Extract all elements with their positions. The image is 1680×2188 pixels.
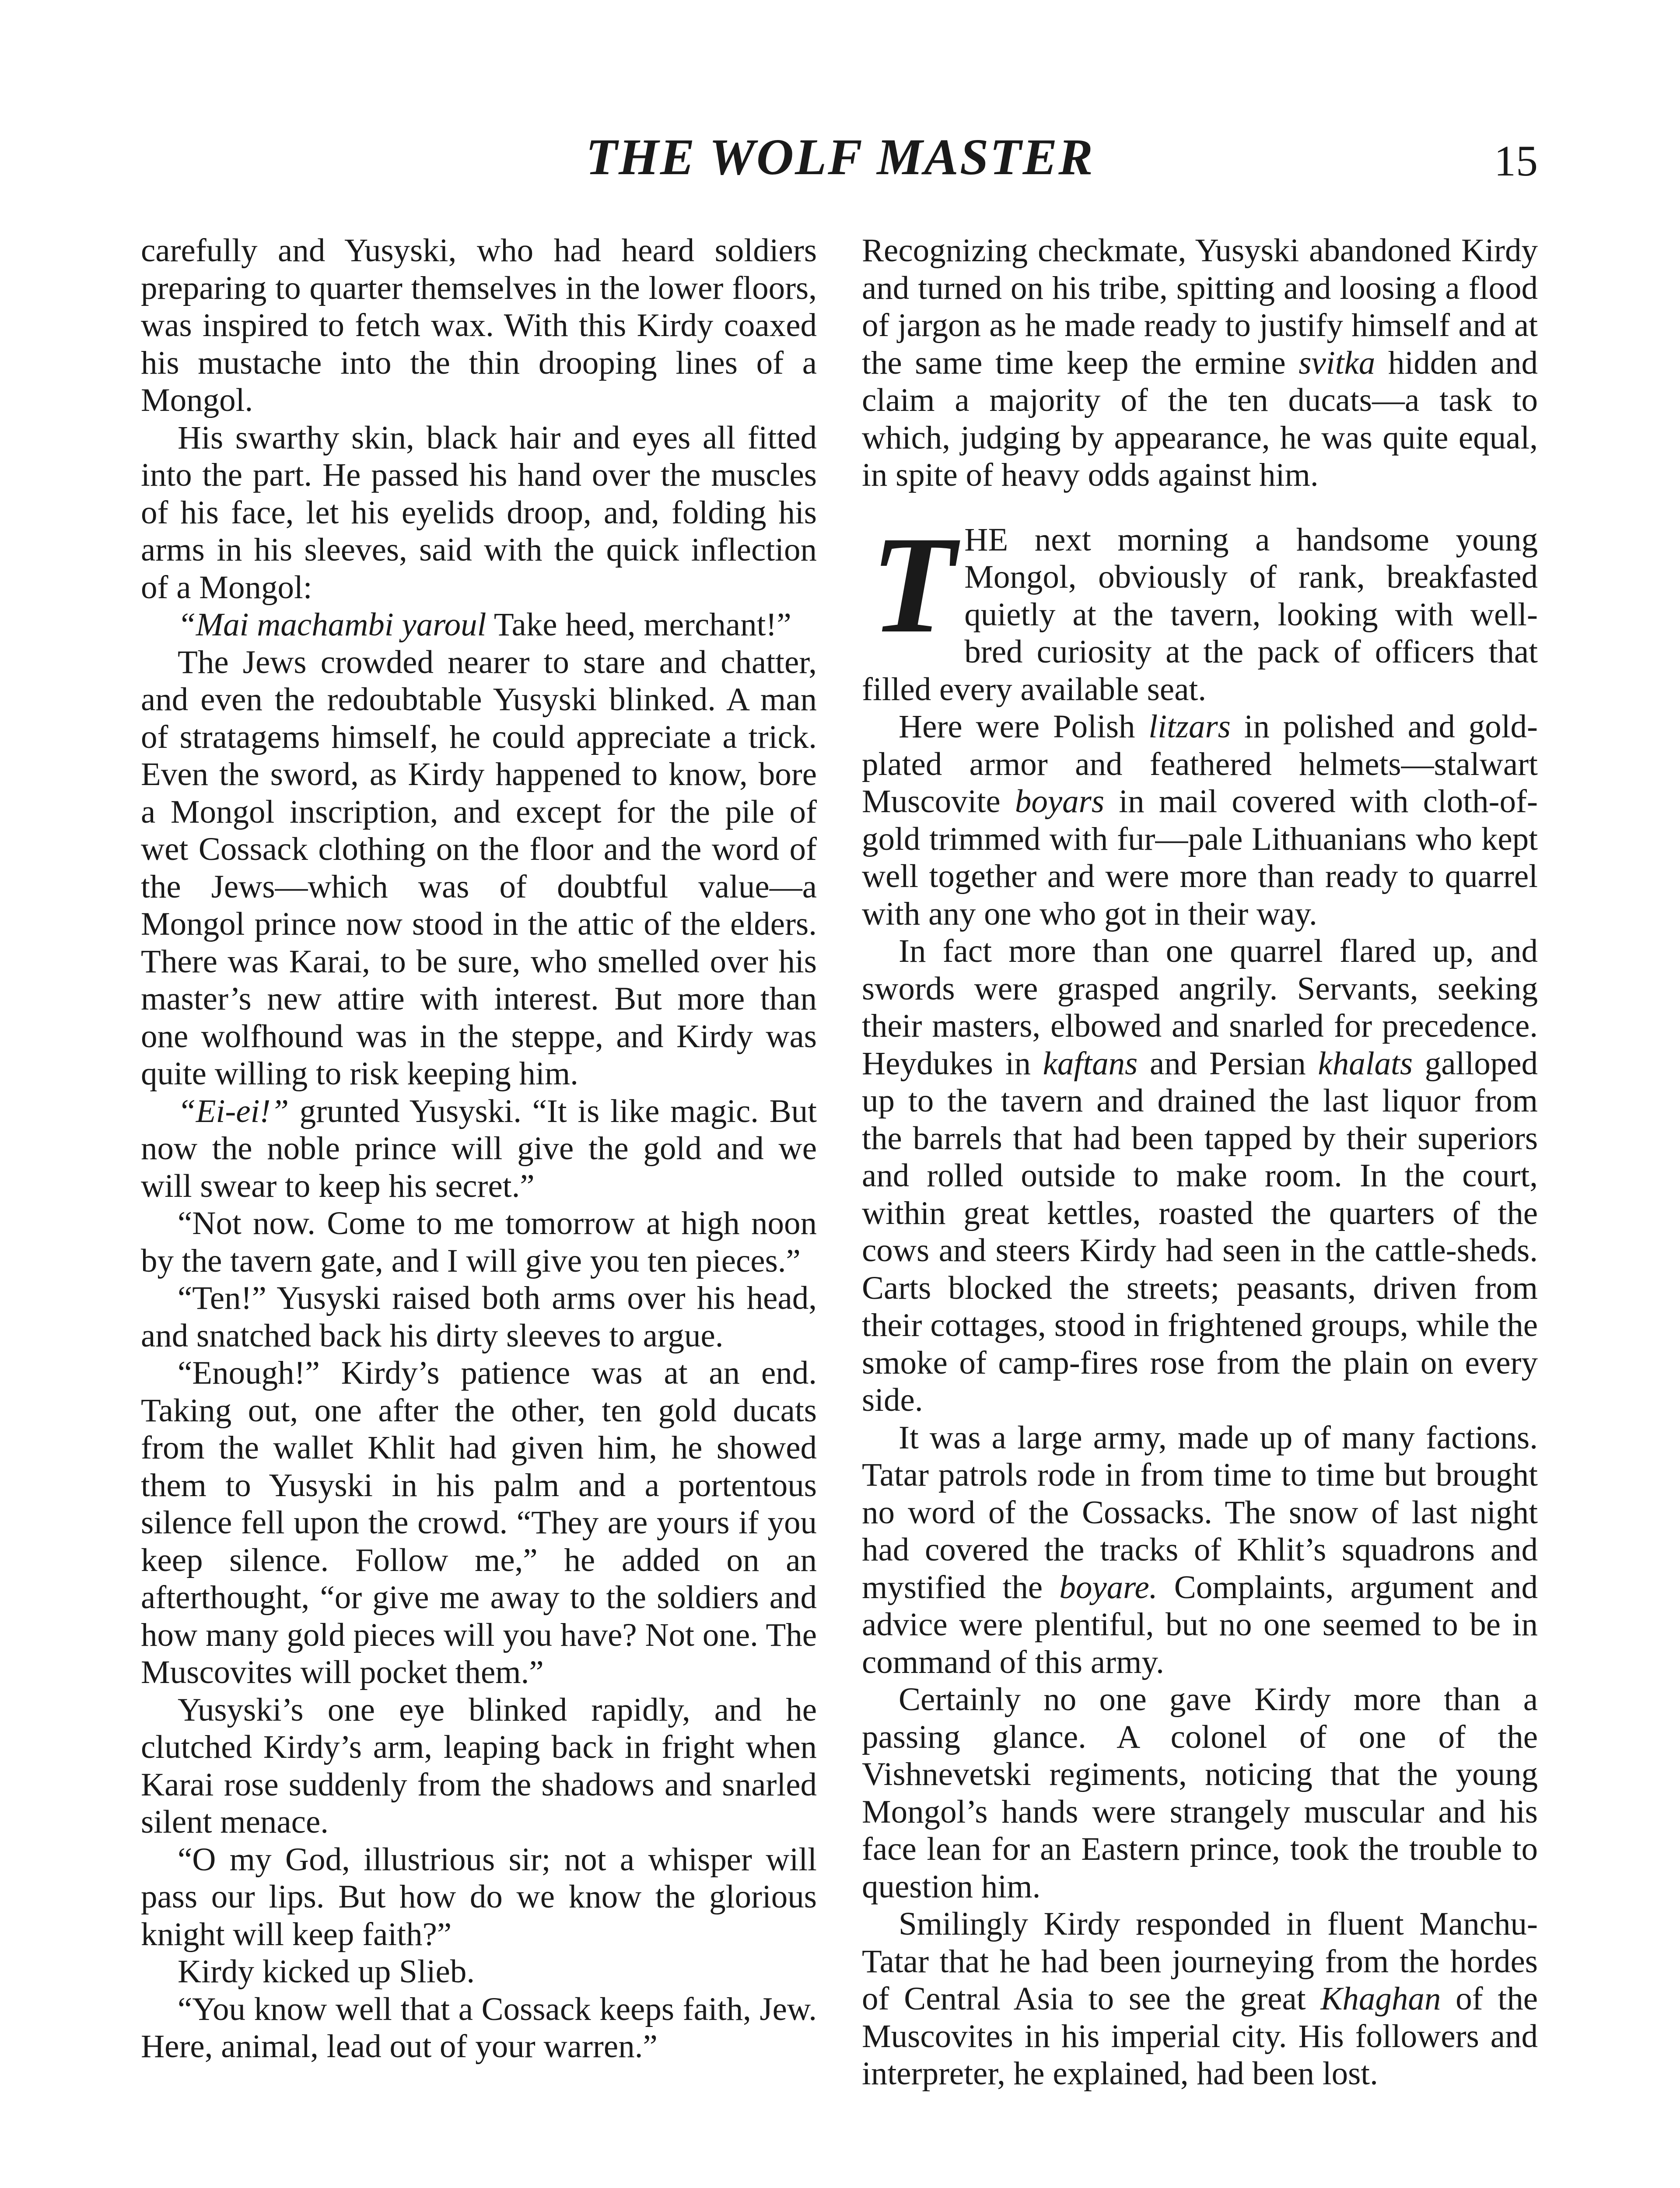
paragraph — [862, 708, 1538, 933]
paragraph-text: Take heed, merchant!” — [486, 607, 791, 643]
paragraph — [862, 1905, 1538, 2093]
paragraph-text: and Persian — [1138, 1045, 1318, 1082]
paragraph: “O my God, illustrious sir; not a whisper will pass our lips. But how do we know the glorious knight will keep faith?” — [141, 1841, 817, 1953]
italic-text: khalats — [1318, 1045, 1413, 1082]
section-opening-paragraph — [862, 507, 1538, 708]
paragraph-text: in mail covered with cloth-of-gold trimmed with fur—pale Lithuanians who kept well together and were more than ready to quarrel with any one who got in their way. — [862, 783, 1538, 932]
paragraph: “You know well that a Cossack keeps faith, Jew. Here, animal, lead out of your warren.” — [141, 1991, 817, 2065]
paragraph: “Ten!” Yusyski raised both arms over his head, and snatched back his dirty sleeves to argue. — [141, 1280, 817, 1354]
page-title: THE WOLF MASTER — [586, 128, 1094, 186]
paragraph: His swarthy skin, black hair and eyes all fitted into the part. He passed his hand over the muscles of his face, let his eyelids droop, and, folding his arms in his sleeves, said with the quick inflection of a Mongol: — [141, 419, 817, 606]
italic-text: svitka — [1298, 344, 1376, 381]
paragraph: “Not now. Come to me tomorrow at high noon by the tavern gate, and I will give you ten pieces.” — [141, 1205, 817, 1279]
paragraph-text: of the Muscovites in his imperial city. His followers and interpreter, he explained, had been lost. — [862, 1981, 1538, 2092]
paragraph: Certainly no one gave Kirdy more than a passing glance. A colonel of one of the Vishnevetski regiments, noticing that the young Mongol’s hands were strangely muscular and his face lean for an Eastern prince, took the trouble to question him. — [862, 1681, 1538, 1905]
paragraph: The Jews crowded nearer to stare and chatter, and even the redoubtable Yusyski blinked. A man of stratagems himself, he could appreciate a trick. Even the sword, as Kirdy happened to know, bore a Mongol inscription, and except for the pile of wet Cossack clothing on the floor and the word of the Jews—which was of doubtful value—a Mongol prince now stood in the attic of the elders. There was Karai, to be sure, who smelled over his master’s new attire with interest. But more than one wolfhound was in the steppe, and Kirdy was quite willing to risk keeping him. — [141, 644, 817, 1092]
paragraph: Yusyski’s one eye blinked rapidly, and he clutched Kirdy’s arm, leaping back in fright when Karai rose suddenly from the shadows and snarled silent menace. — [141, 1691, 817, 1840]
paragraph: Kirdy kicked up Slieb. — [178, 1953, 475, 1990]
paragraph — [862, 1419, 1538, 1681]
italic-text: boyare. — [1059, 1569, 1158, 1606]
lead-in: HE — [964, 521, 1008, 558]
italic-text: Khaghan — [1320, 1981, 1441, 2017]
paragraph-text: In fact more than one quarrel flared up, and swords were grasped angrily. Servants, seeking their masters, elbowed and snarled for precedence. Heydukes in — [862, 933, 1538, 1082]
paragraph — [141, 1093, 817, 1205]
paragraph: carefully and Yusyski, who had heard soldiers preparing to quarter themselves in the lower floors, was inspired to fetch wax. With this Kirdy coaxed his mustache into the thin drooping lines of a Mongol. — [141, 232, 817, 418]
italic-text: boyars — [1015, 783, 1105, 820]
paragraph-text: It was a large army, made up of many factions. Tatar patrols rode in from time to time but brought no word of the Cossacks. The snow of last night had covered the tracks of Khlit’s squadrons and mystified the — [862, 1419, 1538, 1606]
italic-text: litzars — [1148, 708, 1231, 745]
paragraph: “Enough!” Kirdy’s patience was at an end. Taking out, one after the other, ten gold ducats from the wallet Khlit had given him, he showed them to Yusyski in his palm and a portentous silence fell upon the crowd. “They are yours if you keep silence. Follow me,” he added on an afterthought, “or give me away to the soldiers and how many gold pieces will you have? Not one. The Muscovites will pocket them.” — [141, 1355, 817, 1690]
italic-text: “Mai machambi yaroul — [178, 607, 486, 643]
paragraph — [862, 232, 1538, 494]
italic-text: kaftans — [1043, 1045, 1138, 1082]
italic-text: “Ei-ei!” — [178, 1093, 289, 1129]
paragraph — [141, 606, 817, 644]
paragraph-text: Recognizing checkmate, Yusyski abandoned Kirdy and turned on his tribe, spitting and loosing a flood of jargon as he made ready to justify himself and at the same time keep the ermine — [862, 232, 1538, 381]
paragraph-text: next morning a handsome young Mongol, obviously of rank, breakfasted quietly at the tavern, looking with well-bred curiosity at the pack of officers that filled every available seat. — [862, 521, 1538, 708]
section-break — [862, 494, 1538, 521]
paragraph-text: grunted Yusyski. “It is like magic. But now the noble prince will give the gold and we will swear to keep his secret.” — [141, 1093, 817, 1204]
paragraph-text: in polished and gold-plated armor and feathered helmets—stalwart Muscovite — [862, 708, 1538, 820]
paragraph-text: Smilingly Kirdy responded in fluent Manchu-Tatar that he had been journeying from the hordes of Central Asia to see the great — [862, 1906, 1538, 2017]
page-number: 15 — [1494, 137, 1538, 185]
left-column — [141, 232, 817, 2065]
paragraph-text: hidden and claim a majority of the ten ducats—a task to which, judging by appearance, he was quite equal, in spite of heavy odds against him. — [862, 344, 1538, 493]
paragraph-text: Complaints, argument and advice were plentiful, but no one seemed to be in command of this army. — [862, 1569, 1538, 1680]
right-column — [862, 232, 1538, 2093]
paragraph-text: Here were Polish — [899, 708, 1149, 745]
paragraph — [862, 933, 1538, 1419]
paragraph-text: galloped up to the tavern and drained the last liquor from the barrels that had been tapped by their superiors and rolled outside to make room. In the court, within great kettles, roasted the quarters of the cows and steers Kirdy had seen in the cattle-sheds. Carts blocked the streets; peasants, driven from their cottages, stood in frightened groups, while the smoke of camp-fires rose from the plain on every side. — [862, 1045, 1538, 1418]
drop-cap: T — [871, 507, 956, 662]
